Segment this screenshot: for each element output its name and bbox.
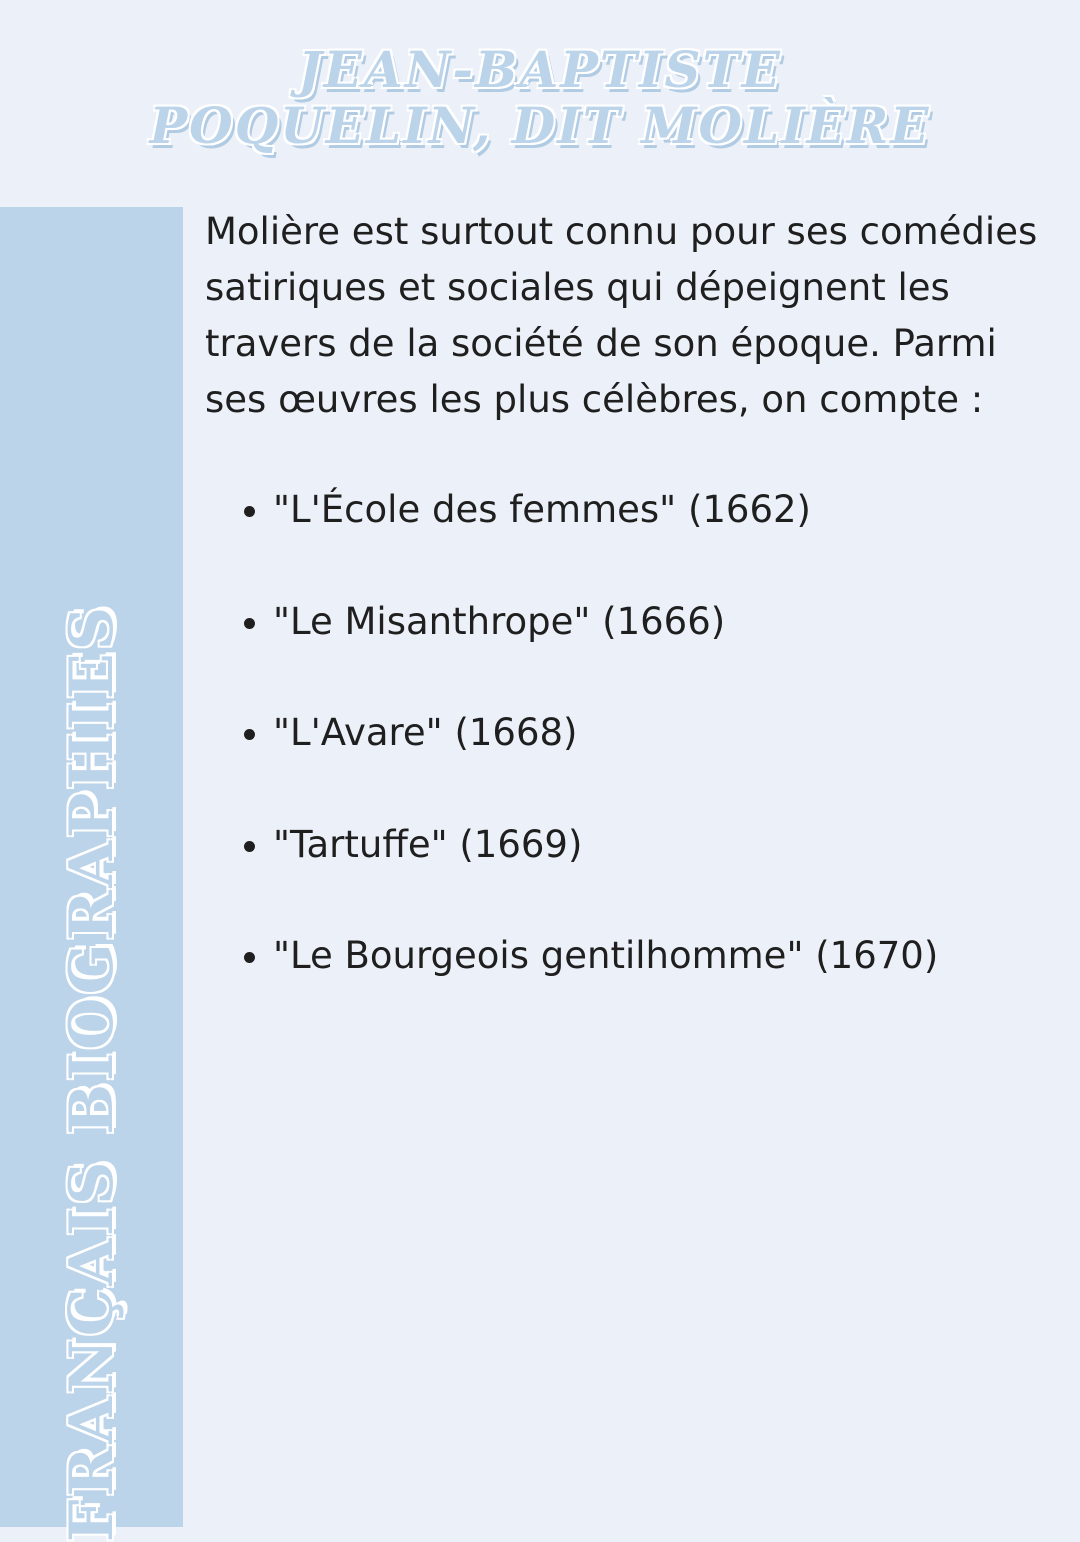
list-item: • "Le Bourgeois gentilhomme" (1670)	[273, 926, 938, 1038]
list-item: • "Le Misanthrope" (1666)	[273, 592, 938, 704]
title-line-2: POQUELIN, DIT MOLIÈRE	[149, 96, 931, 155]
sidebar-band	[0, 207, 183, 1542]
intro-paragraph: Molière est surtout connu pour ses comédies satiriques et sociales qui dépeignent les travers de la société de son époque. Parmi ses œuvres les plus célèbres, on compte :	[205, 210, 1038, 421]
works-list	[205, 480, 938, 1038]
list-item: • "L'École des femmes" (1662)	[273, 480, 938, 592]
page-title	[0, 42, 1080, 154]
list-item: • "Tartuffe" (1669)	[273, 815, 938, 927]
title-line-1: JEAN-BAPTISTE	[298, 40, 782, 99]
sidebar-label: FRANÇAIS BIOGRAPHIES	[57, 603, 127, 1542]
list-item: • "L'Avare" (1668)	[273, 703, 938, 815]
